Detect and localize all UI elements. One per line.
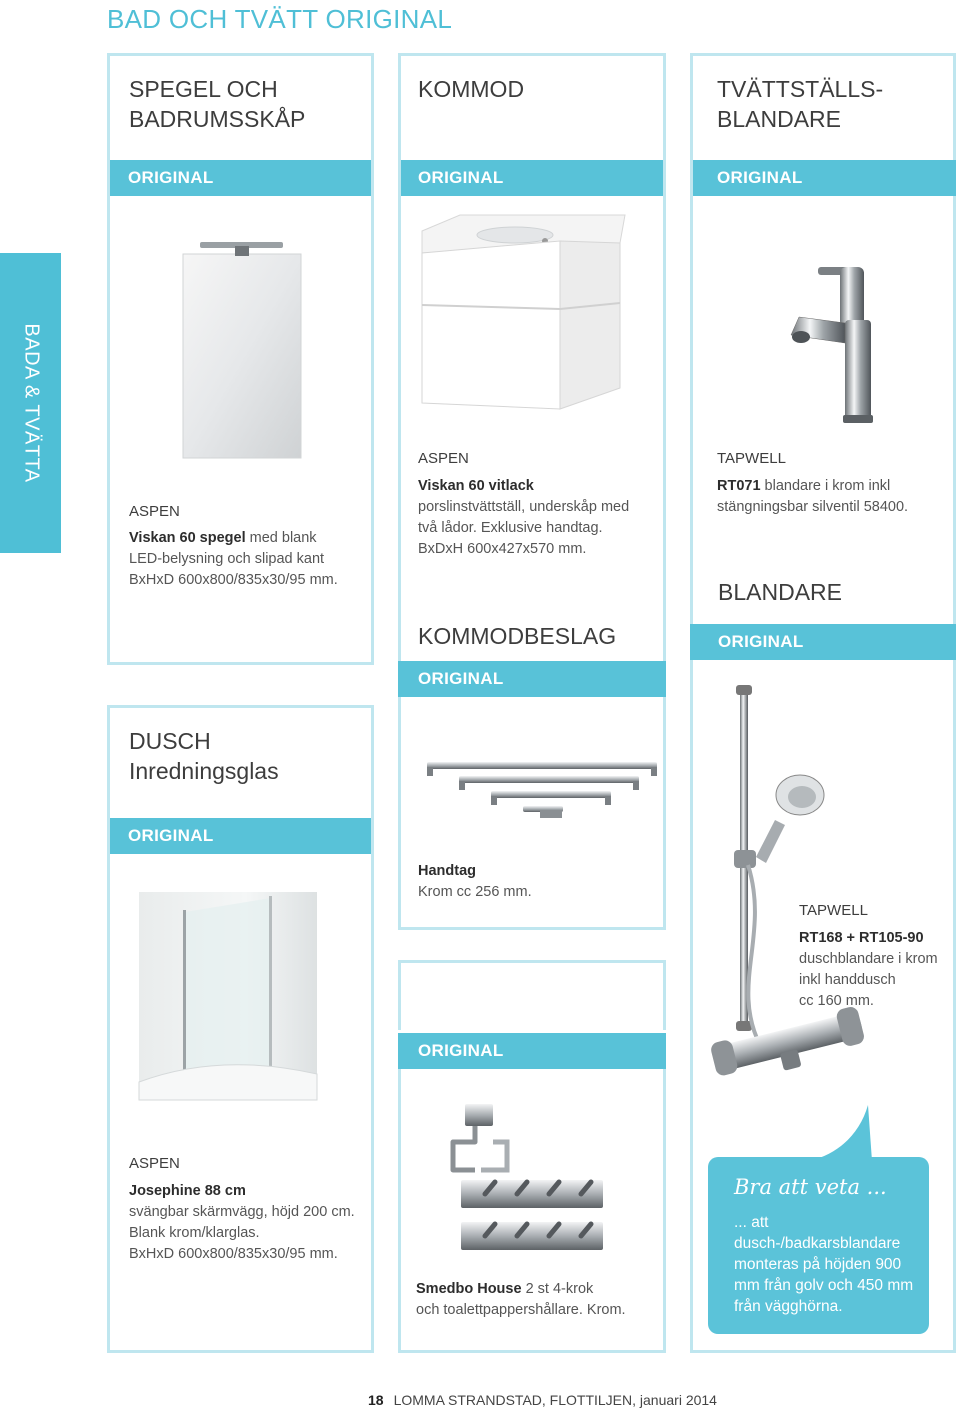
mixer-brand: TAPWELL <box>799 902 868 919</box>
side-tab <box>0 253 61 553</box>
handles-text1: Krom cc 256 mm. <box>418 884 532 900</box>
faucet-heading-line2: BLANDARE <box>717 106 841 132</box>
bath-original-band: ORIGINAL <box>398 1033 666 1069</box>
bath-text2: och toalettpappershållare. Krom. <box>416 1302 626 1318</box>
mixer-image <box>700 685 870 1095</box>
faucet-name: RT071 <box>717 478 761 494</box>
commode-image <box>420 213 630 413</box>
shower-heading-line2: Inredningsglas <box>129 758 279 784</box>
side-tab-label: BADA & TVÄTTA <box>20 323 42 483</box>
commode-text2: två lådor. Exklusive handtag. <box>418 520 603 536</box>
bubble-tip-shape <box>800 1103 880 1161</box>
handles-desc <box>418 861 658 903</box>
commode-original-band: ORIGINAL <box>401 160 663 196</box>
commode-brand: ASPEN <box>418 450 469 467</box>
mirror-text1: med blank <box>245 530 317 546</box>
shower-brand: ASPEN <box>129 1155 180 1172</box>
commode-text1: porslinstvättställ, underskåp med <box>418 499 630 515</box>
tip-title: Bra att veta ... <box>734 1175 887 1199</box>
mixer-original-band: ORIGINAL <box>690 624 956 660</box>
shower-original-band: ORIGINAL <box>110 818 371 854</box>
shower-text2: Blank krom/klarglas. <box>129 1225 260 1241</box>
mirror-image <box>180 240 305 460</box>
mixer-desc <box>799 928 951 1012</box>
shower-name: Josephine 88 cm <box>129 1183 246 1199</box>
mixer-name: RT168 + RT105-90 <box>799 930 924 946</box>
shower-text3: BxHxD 600x800/835x30/95 mm. <box>129 1246 338 1262</box>
bath-text1: 2 st 4-krok <box>521 1281 594 1297</box>
handles-image <box>425 758 660 820</box>
footer <box>368 1392 717 1408</box>
mirror-brand: ASPEN <box>129 503 180 520</box>
handles-name: Handtag <box>418 863 476 879</box>
mixer-text1: duschblandare i krom <box>799 951 938 967</box>
commode-name: Viskan 60 vitlack <box>418 478 534 494</box>
page-title: BAD OCH TVÄTT ORIGINAL <box>107 4 453 34</box>
commode-desc <box>418 476 658 560</box>
footer-text: LOMMA STRANDSTAD, FLOTTILJEN, januari 2014 <box>393 1392 717 1408</box>
mixer-text2: inkl handdusch <box>799 972 896 988</box>
bath-desc <box>416 1279 661 1321</box>
faucet-text2: stängningsbar silventil 58400. <box>717 499 909 515</box>
panel-bath-top <box>398 960 666 1030</box>
faucet-image <box>785 265 895 425</box>
handles-heading: KOMMODBESLAG <box>418 623 617 649</box>
handles-original-band: ORIGINAL <box>398 661 666 697</box>
commode-text3: BxDxH 600x427x570 mm. <box>418 541 587 557</box>
faucet-heading-line1: TVÄTTSTÄLLS- <box>717 76 884 102</box>
shower-heading-line1: DUSCH <box>129 728 211 754</box>
faucet-desc <box>717 476 953 518</box>
faucet-original-band: ORIGINAL <box>693 160 956 196</box>
mirror-name: Viskan 60 spegel <box>129 530 246 546</box>
shower-image <box>139 892 317 1100</box>
mirror-heading-line1: SPEGEL OCH <box>129 76 278 102</box>
mirror-heading-line2: BADRUMSSKÅP <box>129 106 306 132</box>
bath-name: Smedbo House <box>416 1281 522 1297</box>
page-number: 18 <box>368 1392 384 1408</box>
shower-desc <box>129 1181 369 1265</box>
commode-heading: KOMMOD <box>418 76 525 102</box>
shower-text1: svängbar skärmvägg, höjd 200 cm. <box>129 1204 355 1220</box>
tip-text: ... att dusch-/badkarsblandare monteras på höjden 900 mm från golv och 450 mm från vägghörna. <box>734 1214 914 1315</box>
mixer-heading: BLANDARE <box>718 579 842 605</box>
mirror-desc <box>129 528 369 591</box>
mixer-text3: cc 160 mm. <box>799 993 874 1009</box>
mirror-text3: BxHxD 600x800/835x30/95 mm. <box>129 572 338 588</box>
faucet-text1: blandare i krom inkl <box>760 478 891 494</box>
faucet-brand: TAPWELL <box>717 450 786 467</box>
bath-image <box>445 1102 610 1272</box>
mirror-original-band: ORIGINAL <box>110 160 371 196</box>
mirror-text2: LED-belysning och slipad kant <box>129 551 325 567</box>
